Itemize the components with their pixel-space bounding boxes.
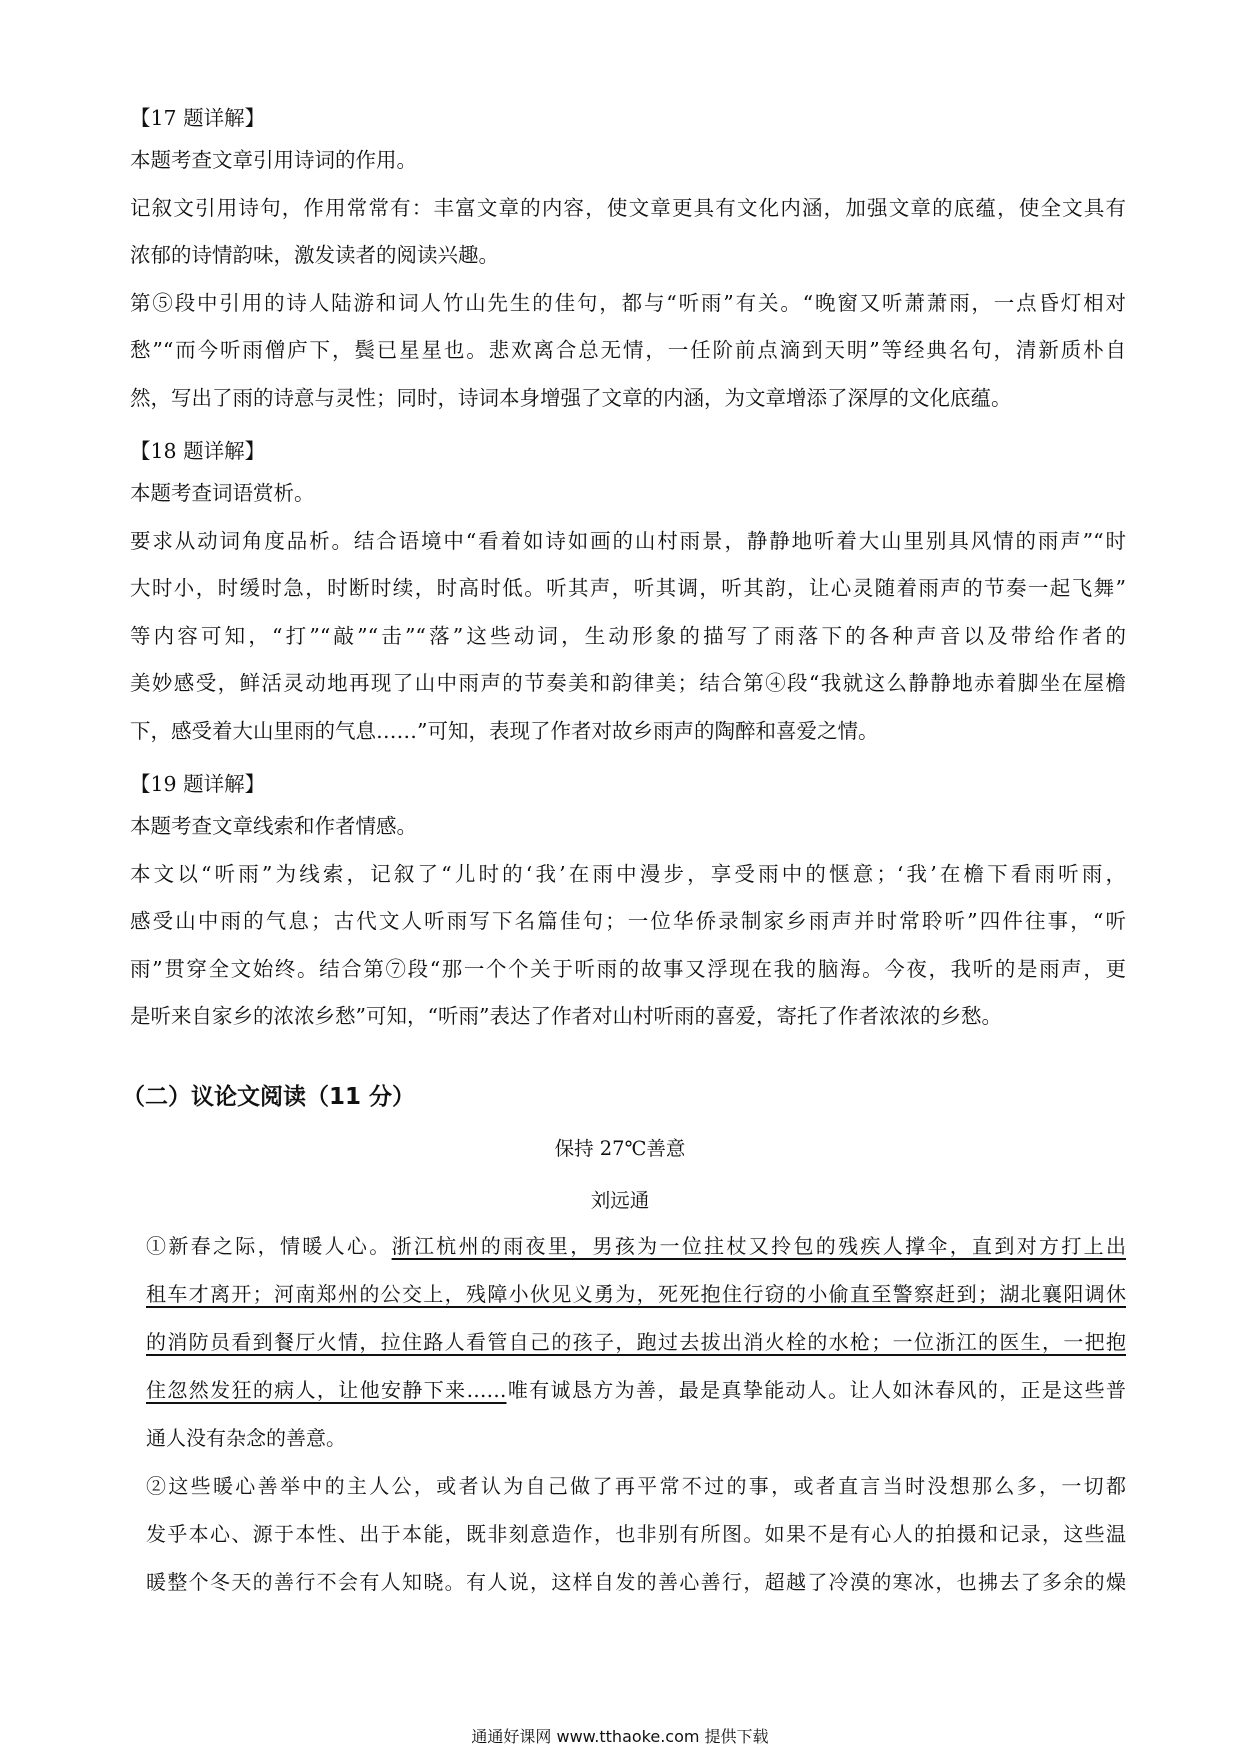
underlined-text: 住忽然发狂的病人，让他安静下来…… (146, 1378, 507, 1402)
q18-line: 大时小，时缓时急，时断时续，时高时低。听其声，听其调，听其韵，让心灵随着雨声的节奏一起飞舞” (130, 576, 1126, 600)
underlined-line: 租车才离开；河南郑州的公交上，残障小伙见义勇为，死死抱住行窃的小偷直至警察赶到；湖北襄阳调休 (146, 1282, 1126, 1306)
q18-line: 等内容可知，“打”“敲”“击”“落”这些动词，生动形象的描写了雨落下的各种声音以及带给作者的 (130, 623, 1126, 648)
article-paragraph-1 (146, 1222, 1126, 1462)
q18-line: 美妙感受，鲜活灵动地再现了山中雨声的节奏美和韵律美；结合第④段“我就这么静静地赤着脚坐在屋檐 (130, 671, 1126, 695)
article-line: 暖整个冬天的善行不会有人知晓。有人说，这样自发的善心善行，超越了冷漠的寒冰，也拂去了多余的燥 (146, 1570, 1126, 1594)
article-line (146, 1222, 1126, 1270)
footer-watermark: 通通好课网 www.tthaoke.com 提供下载 (471, 1727, 769, 1746)
q19-line: 感受山中雨的气息；古代文人听雨写下名篇佳句；一位华侨录制家乡雨声并时常聆听”四件往事，“听 (130, 909, 1126, 933)
section-heading: （二）议论文阅读（11 分） (122, 1084, 416, 1110)
plain-text: ①新春之际，情暖人心。 (146, 1234, 392, 1258)
q17-heading: 【17 题详解】 (130, 106, 266, 130)
q17-line: 本题考查文章引用诗词的作用。 (130, 148, 417, 172)
q19-line: 本题考查文章线索和作者情感。 (130, 814, 417, 838)
q17-body (130, 137, 1126, 422)
q19-line: 雨”贯穿全文始终。结合第⑦段“那一个个关于听雨的故事又浮现在我的脑海。今夜，我听的是雨声，更 (130, 956, 1126, 981)
q18-line: 本题考查词语赏析。 (130, 481, 315, 505)
q18-line: 要求从动词角度品析。结合语境中“看着如诗如画的山村雨景，静静地听着大山里别具风情的雨声”“时 (130, 528, 1126, 553)
q19-line: 是听来自家乡的浓浓乡愁”可知，“听雨”表达了作者对山村听雨的喜爱，寄托了作者浓浓的乡愁。 (130, 1004, 1002, 1028)
underlined-line: 的消防员看到餐厅火情，拉住路人看管自己的孩子，跑过去拔出消火栓的水枪；一位浙江的医生，一把抱 (146, 1330, 1126, 1354)
q17-line: 愁”“而今听雨僧庐下，鬓已星星也。悲欢离合总无情，一任阶前点滴到天明”等经典名句，清新质朴自 (130, 338, 1126, 362)
article-title: 保持 27℃善意 (554, 1137, 686, 1160)
q18-line: 下，感受着大山里雨的气息……”可知，表现了作者对故乡雨声的陶醉和喜爱之情。 (130, 718, 879, 743)
q17-line: 第⑤段中引用的诗人陆游和词人竹山先生的佳句，都与“听雨”有关。“晚窗又听萧萧雨，一点昏灯相对 (130, 290, 1126, 315)
article-line: ②这些暖心善举中的主人公，或者认为自己做了再平常不过的事，或者直言当时没想那么多，一切都 (146, 1474, 1126, 1498)
plain-text: 唯有诚恳方为善，最是真挚能动人。让人如沐春风的，正是这些普 (506, 1378, 1127, 1402)
q19-body (130, 803, 1126, 1041)
article-line (146, 1366, 1126, 1414)
q19-line: 本文以“听雨”为线索，记叙了“儿时的‘我’在雨中漫步，享受雨中的惬意；‘我’在檐下看雨听雨， (130, 861, 1126, 886)
article-line: 发乎本心、源于本性、出于本能，既非刻意造作，也非别有所图。如果不是有心人的拍摄和记录，这些温 (146, 1522, 1126, 1546)
article-line: 通人没有杂念的善意。 (146, 1426, 346, 1450)
q19-heading: 【19 题详解】 (130, 772, 266, 796)
article-author: 刘远通 (590, 1189, 650, 1212)
underlined-text: 浙江杭州的雨夜里，男孩为一位拄杖又拎包的残疾人撑伞，直到对方打上出 (391, 1234, 1127, 1258)
q18-heading: 【18 题详解】 (130, 439, 266, 463)
q17-line: 浓郁的诗情韵味，激发读者的阅读兴趣。 (130, 243, 499, 267)
q18-body (130, 470, 1126, 755)
article-paragraph-2 (146, 1462, 1126, 1606)
q17-line: 然，写出了雨的诗意与灵性；同时，诗词本身增强了文章的内涵，为文章增添了深厚的文化底蕴。 (130, 385, 1012, 410)
q17-line: 记叙文引用诗句，作用常常有：丰富文章的内容，使文章更具有文化内涵，加强文章的底蕴，使全文具有 (130, 195, 1126, 220)
